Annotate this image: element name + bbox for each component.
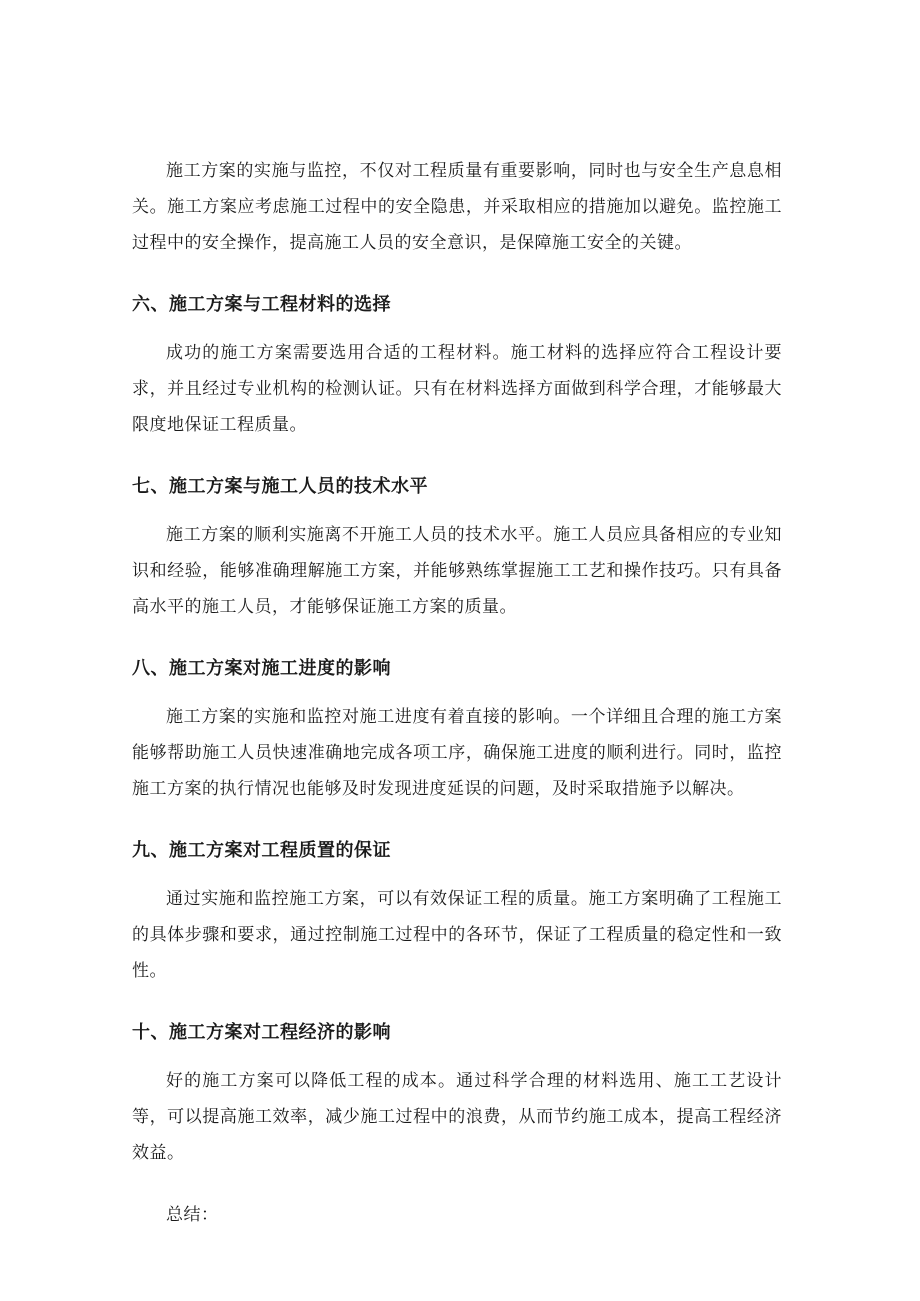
section-body-10: 好的施工方案可以降低工程的成本。通过科学合理的材料选用、施工工艺设计等，可以提高施工效率，减少施工过程中的浪费，从而节约施工成本，提高工程经济效益。 <box>132 1071 782 1163</box>
summary-label: 总结： <box>166 1205 219 1225</box>
section-heading-8: 八、施工方案对施工进度的影响 <box>132 658 391 679</box>
section-heading-7: 七、施工方案与施工人员的技术水平 <box>132 476 428 497</box>
section-body-9: 通过实施和监控施工方案，可以有效保证工程的质量。施工方案明确了工程施工的具体步骤和要求，通过控制施工过程中的各环节，保证了工程质量的稳定性和一致性。 <box>132 889 782 981</box>
intro-paragraph: 施工方案的实施与监控，不仅对工程质量有重要影响，同时也与安全生产息息相关。施工方案应考虑施工过程中的安全隐患，并采取相应的措施加以避免。监控施工过程中的安全操作，提高施工人员的安全意识，是保障施工安全的关键。 <box>132 161 782 253</box>
section-heading-9: 九、施工方案对工程质置的保证 <box>132 840 391 861</box>
section-body-6: 成功的施工方案需要选用合适的工程材料。施工材料的选择应符合工程设计要求，并且经过专业机构的检测认证。只有在材料选择方面做到科学合理，才能够最大限度地保证工程质量。 <box>132 343 782 435</box>
document-body <box>132 153 782 1233</box>
section-body-7: 施工方案的顺利实施离不开施工人员的技术水平。施工人员应具备相应的专业知识和经验，能够准确理解施工方案，并能够熟练掌握施工工艺和操作技巧。只有具备高水平的施工人员，才能够保证施工方案的质量。 <box>132 525 782 617</box>
section-heading-6: 六、施工方案与工程材料的选择 <box>132 294 391 315</box>
section-body-8: 施工方案的实施和监控对施工进度有着直接的影响。一个详细且合理的施工方案能够帮助施工人员快速准确地完成各项工序，确保施工进度的顺利进行。同时，监控施工方案的执行情况也能够及时发现进度延误的问题，及时采取措施予以解决。 <box>132 707 782 799</box>
section-heading-10: 十、施工方案对工程经济的影响 <box>132 1022 391 1043</box>
